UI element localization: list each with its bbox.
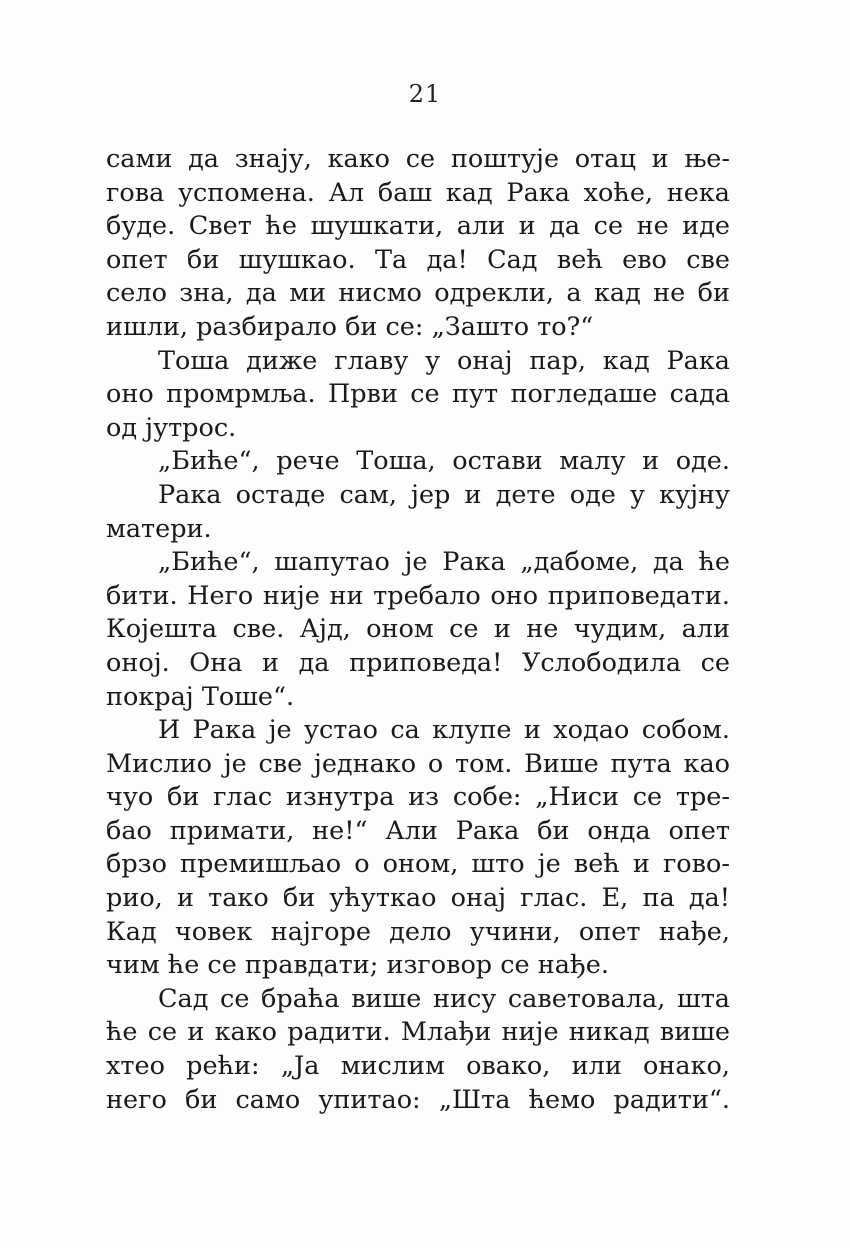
text-line: „Биће“, шапутао је Рака „дабоме, да ће [158,547,730,578]
text-line: Тоша диже главу у онај пар, кад Рака [158,345,730,376]
text-line: гова успомена. Ал баш кад Рака хоће, нека [106,177,730,208]
text-line: од јутрос. [106,412,237,443]
text-line: опет би шушкао. Та да! Сад већ ево све [106,244,730,275]
text-line: бити. Него није ни требало оно приповедати. [106,580,730,611]
text-line: чуо би глас изнутра из собе: „Ниси се тре- [106,782,730,813]
text-line: матери. [106,513,212,544]
text-line: село зна, да ми нисмо одрекли, а кад не би [106,278,730,309]
body-text [106,143,730,1117]
text-line: Мислио је све једнако о том. Више пута као [106,748,730,779]
page-number: 21 [408,80,442,108]
text-line: Којешта све. Ајд, оном се и не чудим, али [106,614,730,645]
text-line: покрај Тоше“. [106,681,295,712]
text-line: брзо премишљао о оном, што је већ и гово- [106,849,730,880]
text-line: него би само упитао: „Шта ћемо радити“. [106,1084,730,1115]
text-line: хтео рећи: „Ја мислим овако, или онако, [106,1051,730,1082]
text-line: оно промрмља. Први се пут погледаше сада [106,379,730,410]
text-line: И Рака је устао са клупе и ходао собом. [158,715,730,746]
text-line: буде. Свет ће шушкати, али и да се не иде [106,211,730,242]
text-line: Рака остаде сам, јер и дете оде у кујну [158,479,730,510]
text-line: Сад се браћа више нису саветовала, шта [158,983,730,1014]
text-line: рио, и тако би ућуткао онај глас. Е, па да! [106,883,730,914]
text-line: „Биће“, рече Тоша, остави малу и оде. [158,446,730,477]
text-line: ишли, разбирало би се: „Зашто то?“ [106,311,594,342]
text-line: оној. Она и да приповеда! Услободила се [106,647,730,678]
text-line: Кад човек најгоре дело учини, опет нађе, [106,916,730,947]
text-line: чим ће се правдати; изговор се нађе. [106,950,610,981]
text-line: сами да знају, како се поштује отац и ње- [106,144,730,174]
text-line: ће се и како радити. Млађи није никад више [106,1017,730,1048]
text-line: бао примати, не!“ Али Рака би онда опет [106,815,730,846]
